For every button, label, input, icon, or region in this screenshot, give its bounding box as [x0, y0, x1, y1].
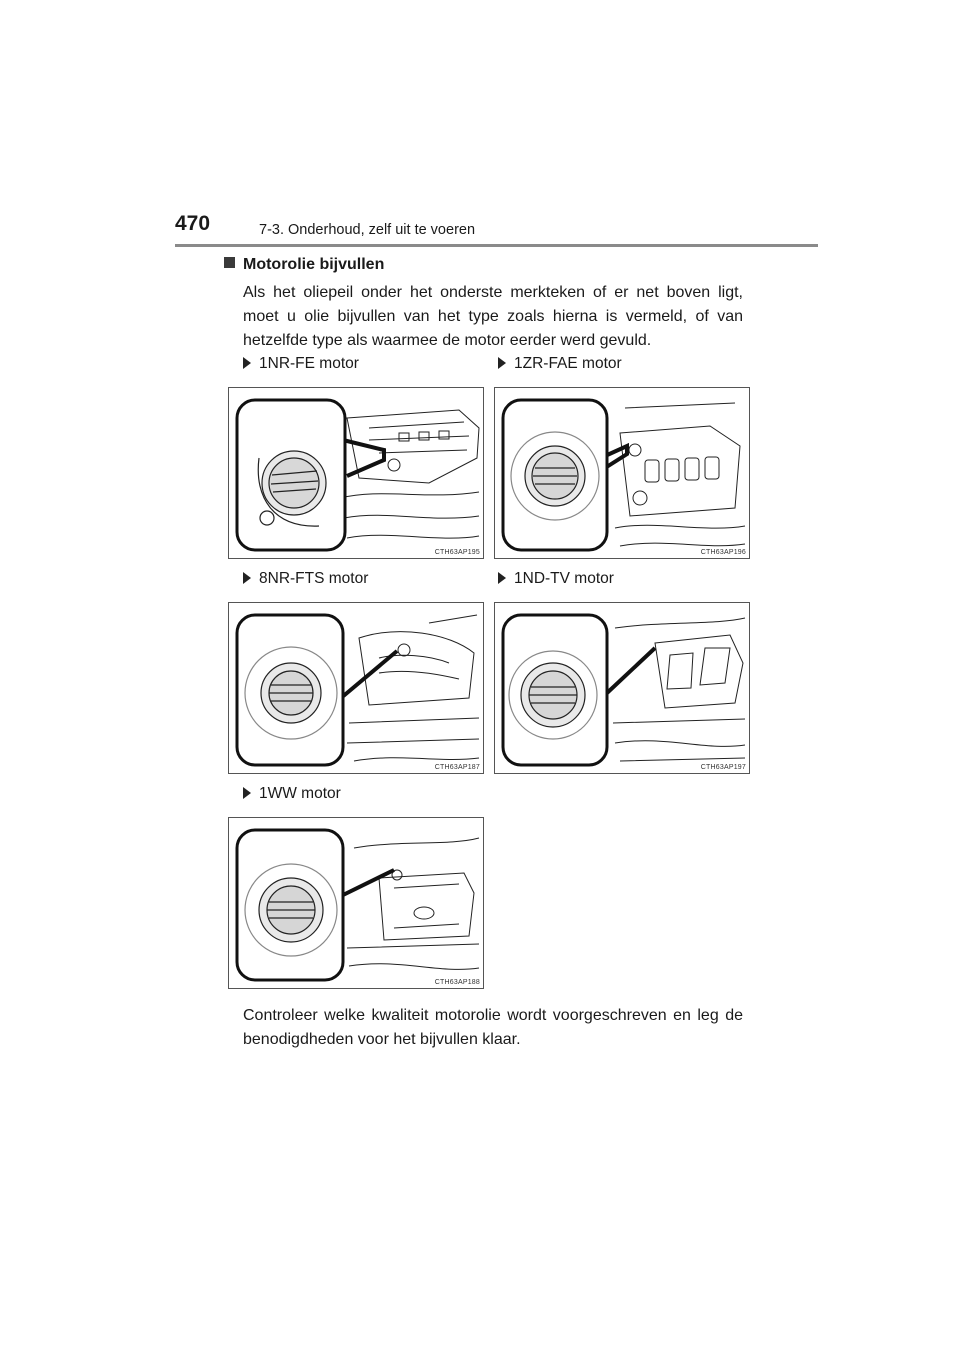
section-heading-text: Motorolie bijvullen [243, 256, 385, 273]
engine-oil-cap-illustration [495, 603, 750, 774]
engine-oil-cap-illustration [495, 388, 750, 559]
engine-oil-cap-illustration [229, 388, 484, 559]
figure-code: CTH63AP197 [700, 764, 746, 771]
engine-figure-8nr-fts [228, 602, 484, 774]
arrow-right-icon [498, 572, 506, 584]
figure-code: CTH63AP188 [434, 979, 480, 986]
arrow-right-icon [243, 357, 251, 369]
engine-figure-1ww [228, 817, 484, 989]
outro-paragraph: Controleer welke kwaliteit motorolie wordt voorgeschreven en leg de benodigdheden voor het bijvullen klaar. [243, 1007, 743, 1048]
intro-paragraph: Als het oliepeil onder het onderste merkteken of er net boven ligt, moet u olie bijvullen van het type zoals hierna is vermeld, of van hetzelfde type als waarmee de motor eerder werd gevuld. [243, 284, 743, 349]
engine-figure-1zr-fae [494, 387, 750, 559]
arrow-right-icon [498, 357, 506, 369]
figure-label-1ww [243, 785, 341, 803]
figure-label-text: 8NR-FTS motor [259, 570, 369, 587]
figure-label-text: 1WW motor [259, 785, 341, 802]
engine-oil-cap-illustration [229, 603, 484, 774]
figure-label-text: 1ZR-FAE motor [514, 355, 622, 372]
engine-oil-cap-illustration [229, 818, 484, 989]
figure-code: CTH63AP195 [434, 549, 480, 556]
engine-figure-1nd-tv [494, 602, 750, 774]
figure-label-1nr-fe [243, 355, 359, 373]
figure-code: CTH63AP196 [700, 549, 746, 556]
figure-label-text: 1ND-TV motor [514, 570, 614, 587]
figure-label-text: 1NR-FE motor [259, 355, 359, 372]
figure-label-8nr-fts [243, 570, 368, 588]
section-heading [224, 256, 384, 274]
arrow-right-icon [243, 572, 251, 584]
figure-label-1zr-fae [498, 355, 622, 373]
engine-figure-1nr-fe [228, 387, 484, 559]
figure-code: CTH63AP187 [434, 764, 480, 771]
running-title: 7-3. Onderhoud, zelf uit te voeren [259, 222, 476, 238]
figure-label-1nd-tv [498, 570, 614, 588]
page-number: 470 [175, 212, 211, 235]
arrow-right-icon [243, 787, 251, 799]
square-bullet-icon [224, 257, 235, 268]
header-divider [175, 244, 818, 247]
